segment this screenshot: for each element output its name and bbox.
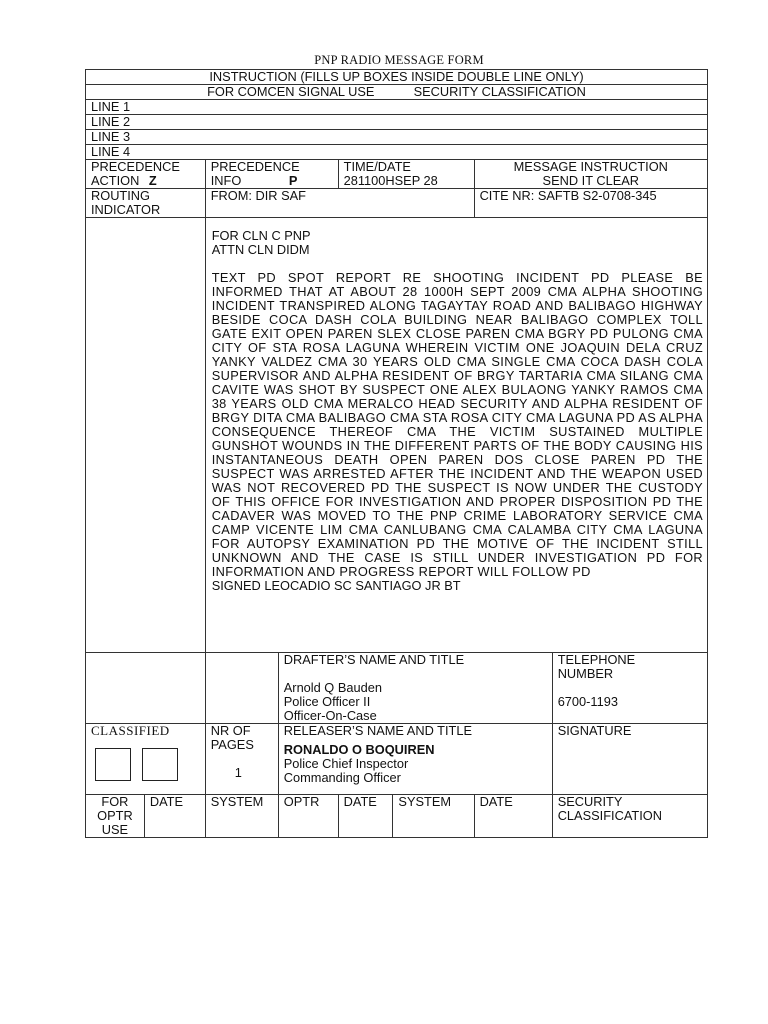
from-cell[interactable]: FROM: DIR SAF <box>205 189 474 218</box>
pages-label: PAGES <box>210 737 254 752</box>
telephone-sublabel: NUMBER <box>557 666 614 681</box>
line-3[interactable]: LINE 3 <box>86 130 708 145</box>
drafter-name: Arnold Q Bauden <box>283 680 382 695</box>
releaser-name: RONALDO O BOQUIREN <box>283 742 435 757</box>
instruction-row: INSTRUCTION (FILLS UP BOXES INSIDE DOUBLE LINE ONLY) <box>86 70 708 85</box>
indicator-label: INDICATOR <box>91 202 161 217</box>
message-signed: SIGNED LEOCADIO SC SANTIAGO JR BT <box>211 578 461 593</box>
form-title: PNP RADIO MESSAGE FORM <box>314 53 484 67</box>
classified-cell <box>86 724 206 795</box>
line-2[interactable]: LINE 2 <box>86 115 708 130</box>
message-left-margin <box>86 218 206 653</box>
precedence-action-sublabel: ACTION <box>91 173 140 188</box>
message-attn: ATTN CLN DIDM <box>211 242 310 257</box>
classified-checkbox-2[interactable] <box>142 748 178 781</box>
footer-optr[interactable]: OPTR <box>278 795 338 838</box>
message-body-cell[interactable] <box>205 218 707 653</box>
footer-date-2[interactable]: DATE <box>338 795 393 838</box>
drafter-cell[interactable] <box>278 653 552 724</box>
cite-nr-cell[interactable]: CITE NR: SAFTB S2-0708-345 <box>474 189 707 218</box>
footer-date-1[interactable]: DATE <box>144 795 205 838</box>
classified-checkbox-1[interactable] <box>95 748 131 781</box>
classified-label: CLASSIFIED <box>91 723 170 738</box>
releaser-role: Commanding Officer <box>283 770 401 785</box>
time-date-label: TIME/DATE <box>343 159 411 174</box>
comcen-use-label: FOR COMCEN SIGNAL USE <box>207 84 375 99</box>
signature-label: SIGNATURE <box>557 723 632 738</box>
classified-boxes <box>91 748 205 781</box>
for-optr-use-cell <box>86 795 145 838</box>
message-for: FOR CLN C PNP <box>211 228 311 243</box>
precedence-action-label: PRECEDENCE <box>91 159 180 174</box>
precedence-action-cell[interactable] <box>86 160 206 189</box>
message-text: TEXT PD SPOT REPORT RE SHOOTING INCIDENT PD PLEASE BE INFORMED THAT AT ABOUT 28 1000H SEPT 2009 CMA ALPHA SHOOTING INCIDENT TRANSPIRED ALONG TAGAYTAY ROAD AND BALIBAGO HIGHWAY BESIDE COCA DASH COLA BUILDING NEAR BALIBAGO COMPLEX TOLL GATE EXIT OPEN PAREN SLEX CLOSE PAREN CMA BGRY PD PULONG CMA CITY OF STA ROSA LAGUNA WHEREIN VICTIM ONE JOAQUIN DELA CRUZ YANKY VALDEZ CMA 30 YEARS OLD CMA SINGLE CMA COCA DASH COLA SUPERVISOR AND ALPHA RESIDENT OF BRGY TARTARIA CMA SILANG CMA CAVITE WAS SHOT BY SUSPECT ONE ALEX BULAONG YANKY RAMOS CMA 38 YEARS OLD CMA MERALCO HEAD SECURITY AND ALPHA RESIDENT OF BRGY DITA CMA BALIBAGO CMA STA ROSA CITY CMA LAGUNA PD AS ALPHA CONSEQUENCE THEREOF CMA THE VICTIM SUSTAINED MULTIPLE GUNSHOT WOUNDS IN THE DIFFERENT PARTS OF THE BODY CAUSING HIS INSTANTANEOUS DEATH OPEN PAREN DOS CLOSE PAREN PD THE SUSPECT WAS ARRESTED AFTER THE INCIDENT AND THE WEAPON USED WAS NOT RECOVERED PD THE SUSPECT IS NOW UNDER THE CUSTODY OF THIS OFFICE FOR INVESTIGATION AND PROPER DISPOSITION PD THE CADAVER WAS MOVED TO THE PNP CRIME LABORATORY SERVICE CMA CAMP VICENTE LIM CMA CANLUBANG CMA CALAMBA CITY CMA LAGUNA FOR AUTOPSY EXAMINATION PD THE MOTIVE OF THE INCIDENT STILL UNKNOWN AND THE CASE IS STILL UNDER INVESTIGATION PD FOR INFORMATION AND PROGRESS REPORT WILL FOLLOW PD <box>211 270 703 579</box>
time-date-cell[interactable] <box>338 160 474 189</box>
routing-indicator-cell <box>86 189 206 218</box>
drafter-title: Police Officer II <box>283 694 371 709</box>
classification-label: CLASSIFICATION <box>557 808 662 823</box>
for-label: FOR <box>101 794 129 809</box>
releaser-label: RELEASER’S NAME AND TITLE <box>283 723 472 738</box>
message-instruction-label: MESSAGE INSTRUCTION <box>513 159 668 174</box>
security-label: SECURITY <box>557 794 623 809</box>
optr-label: OPTR <box>97 808 133 823</box>
precedence-info-cell[interactable] <box>205 160 338 189</box>
precedence-info-value: P <box>288 173 298 188</box>
drafter-left-blank <box>86 653 206 724</box>
message-instruction-cell[interactable] <box>474 160 707 189</box>
telephone-cell[interactable] <box>552 653 707 724</box>
routing-label: ROUTING <box>91 188 151 203</box>
signature-cell[interactable] <box>552 724 707 795</box>
line-4[interactable]: LINE 4 <box>86 145 708 160</box>
nr-of-pages-label: NR OF <box>210 723 251 738</box>
line-1[interactable]: LINE 1 <box>86 100 708 115</box>
comcen-row <box>86 85 708 100</box>
precedence-info-label: PRECEDENCE <box>210 159 300 174</box>
releaser-cell[interactable] <box>278 724 552 795</box>
drafter-label: DRAFTER’S NAME AND TITLE <box>283 652 465 667</box>
telephone-value: 6700-1193 <box>557 694 618 709</box>
footer-date-3[interactable]: DATE <box>474 795 552 838</box>
radio-message-form <box>85 69 708 838</box>
drafter-spacer <box>205 653 278 724</box>
use-label: USE <box>101 822 129 837</box>
nr-of-pages-value: 1 <box>234 765 242 780</box>
footer-system-2[interactable]: SYSTEM <box>393 795 474 838</box>
precedence-action-value: Z <box>148 173 157 188</box>
security-classification-header: SECURITY CLASSIFICATION <box>413 84 586 99</box>
releaser-title: Police Chief Inspector <box>283 756 409 771</box>
telephone-label: TELEPHONE <box>557 652 636 667</box>
nr-of-pages-cell[interactable] <box>205 724 278 795</box>
time-date-value: 281100HSEP 28 <box>343 173 438 188</box>
footer-system-1[interactable]: SYSTEM <box>205 795 278 838</box>
footer-security-classification[interactable] <box>552 795 707 838</box>
precedence-info-sublabel: INFO <box>210 173 242 188</box>
drafter-role: Officer-On-Case <box>283 708 377 723</box>
message-instruction-value: SEND IT CLEAR <box>542 173 640 188</box>
